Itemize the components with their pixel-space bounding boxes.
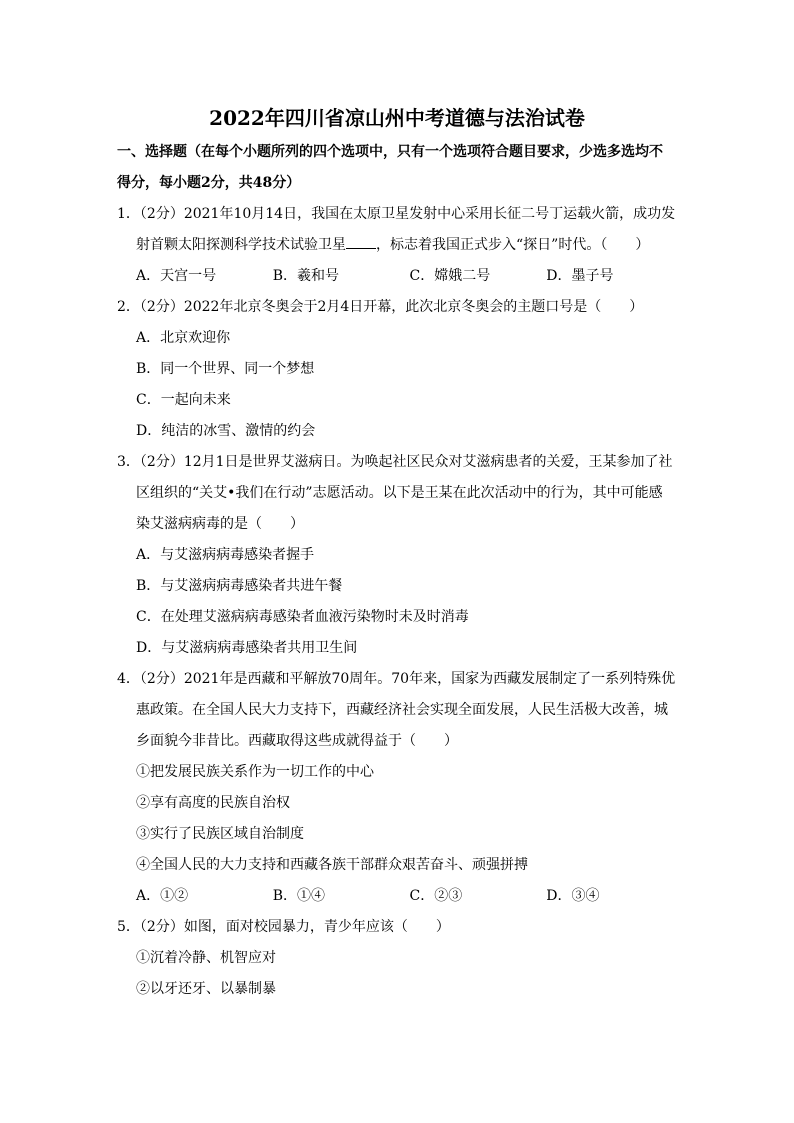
options-row [117, 261, 683, 292]
option-c: C．嫦娥二号 [409, 268, 491, 284]
option-b: B．同一个世界、同一个梦想 [136, 361, 315, 377]
statement-1: ①把发展民族关系作为一切工作的中心 [136, 764, 374, 780]
options-row [117, 881, 683, 912]
option-b: B．羲和号 [272, 268, 340, 284]
option-b: B．①④ [272, 888, 326, 904]
option-a: A．天宫一号 [136, 268, 217, 284]
statement-2: ②以牙还牙、以暴制暴 [136, 981, 276, 997]
option-a: A．与艾滋病病毒感染者握手 [136, 547, 315, 563]
answer-blank [346, 234, 376, 249]
option-d: D．墨子号 [546, 268, 614, 284]
question-1: 1．（2分）2021年10月14日，我国在太原卫星发射中心采用长征二号丁运载火箭，成功发 射首颗太阳探测科学技术试验卫星 ，标志着我国正式步入“探日”时代。（ ） A．天宫一号 B．羲和号 C．嫦娥二号 D．墨子号 [117, 199, 683, 292]
option-c: C．在处理艾滋病病毒感染者血液污染物时未及时消毒 [136, 609, 469, 625]
option-c: C．②③ [409, 888, 463, 904]
option-d: D．与艾滋病病毒感染者共用卫生间 [136, 640, 358, 656]
statement-2: ②享有高度的民族自治权 [136, 795, 290, 811]
question-5: 5．（2分）如图，面对校园暴力，青少年应该（ ） ①沉着冷静、机智应对 ②以牙还牙、以暴制暴 [117, 912, 683, 1005]
option-d: D．纯洁的冰雪、激情的约会 [136, 423, 316, 439]
option-b: B．与艾滋病病毒感染者共进午餐 [136, 578, 343, 594]
option-a: A．北京欢迎你 [136, 330, 231, 346]
statement-3: ③实行了民族区域自治制度 [136, 826, 304, 842]
question-3: 3．（2分）12月1日是世界艾滋病日。为唤起社区民众对艾滋病患者的关爱，王某参加了社 区组织的“关艾•我们在行动”志愿活动。以下是王某在此次活动中的行为，其中可能感 染艾滋病病毒的是（ ） A．与艾滋病病毒感染者握手 B．与艾滋病病毒感染者共进午餐 C．在处理艾滋病病毒感染者血液污染物时未及时消毒 D．与艾滋病病毒感染者共用卫生间 [117, 447, 683, 664]
option-a: A．①② [136, 888, 189, 904]
statement-1: ①沉着冷静、机智应对 [136, 950, 276, 966]
question-2: 2．（2分）2022年北京冬奥会于2月4日开幕，此次北京冬奥会的主题口号是（ ） A．北京欢迎你 B．同一个世界、同一个梦想 C．一起向未来 D．纯洁的冰雪、激情的约会 [117, 292, 683, 447]
option-d: D．③④ [546, 888, 600, 904]
question-4: 4．（2分）2021年是西藏和平解放70周年。70年来，国家为西藏发展制定了一系列特殊优 惠政策。在全国人民大力支持下，西藏经济社会实现全面发展，人民生活极大改善，城 乡面貌今非昔比。西藏取得这些成就得益于（ ） ①把发展民族关系作为一切工作的中心 ②享有高度的民族自治权 ③实行了民族区域自治制度 ④全国人民的大力支持和西藏各族干部群众艰苦奋斗、顽强拼搏 A．①② B．①④ C．②③ D．③④ [117, 664, 683, 912]
page-title: 2022年四川省凉山州中考道德与法治试卷 [209, 106, 585, 130]
section-heading: 一、选择题（在每个小题所列的四个选项中，只有一个选项符合题目要求，少选多选均不 得分，每小题2分，共48分） [117, 144, 663, 191]
exam-content [117, 137, 683, 1005]
statement-4: ④全国人民的大力支持和西藏各族干部群众艰苦奋斗、顽强拼搏 [136, 857, 528, 873]
option-c: C．一起向未来 [136, 392, 231, 408]
